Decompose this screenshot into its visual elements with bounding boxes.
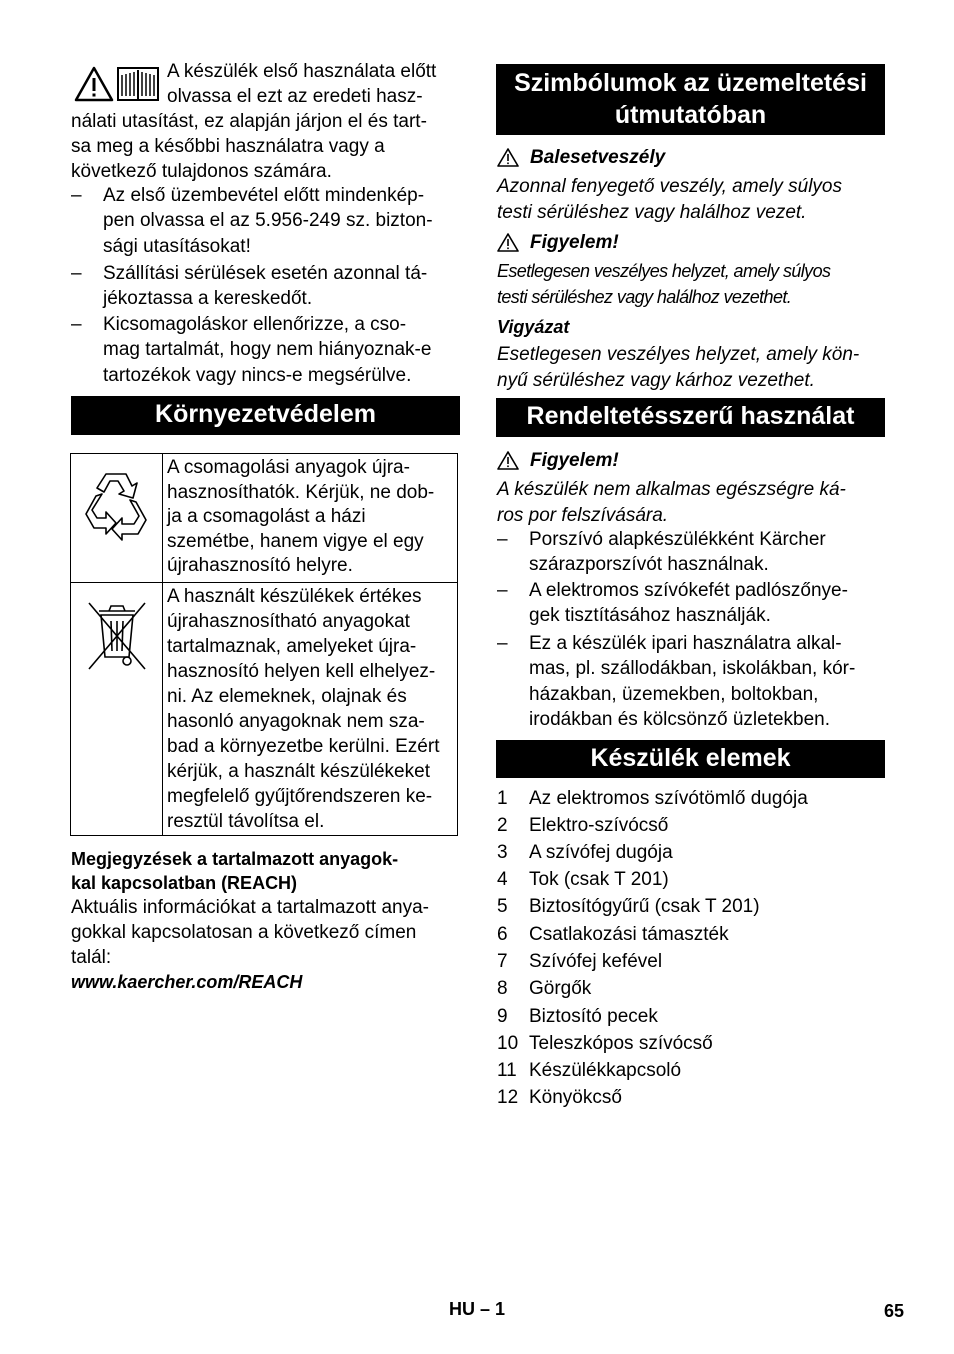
list-item: 6 Csatlakozási támaszték [497,924,729,945]
recycle-icon [71,454,162,551]
crossed-bin-icon [71,583,162,678]
list-item: 11 Készülékkapcsoló [497,1060,682,1081]
reach-body: Aktuális információkat a tartalmazott anya- gokkal kapcsolatosan a következő címen talál: [71,897,429,968]
table-row [71,583,458,836]
env-text-line: resztül távolítsa el. [167,811,325,832]
reach-link[interactable]: www.kaercher.com/REACH [71,972,303,992]
parts-heading: Készülék elemek [496,740,885,778]
intended-use-bullet: – Porszívó alapkészülékként Kärcher szárazporszívót használnak. [497,529,826,576]
env-text-line: hasonló anyagoknak nem sza- [167,711,425,732]
page-number: 65 [884,1301,905,1321]
list-item: 10 Teleszkópos szívócső [497,1033,713,1054]
warning-title: Figyelem! [497,231,877,255]
env-text-line: A használt készülékek értékes [167,586,422,607]
warning-icon [497,233,519,252]
intro-line: sa meg a későbbi használatra vagy a [71,136,385,157]
warning-icon [497,148,519,167]
env-text-line: A csomagolási anyagok újra- [167,457,410,478]
manual-book-icon [116,66,160,107]
env-text-line: megfelelő gyűjtőrendszeren ke- [167,786,433,807]
intended-use-warning-text: A készülék nem alkalmas egészségre ká- ros por felszívására. [497,479,846,526]
intro-line: nálati utasítást, ez alapján járjon el és tart- [71,111,427,132]
list-item: 12 Könyökcső [497,1087,622,1108]
list-item: 5 Biztosítógyűrű (csak T 201) [497,896,760,917]
env-text-line: ni. Az elemeknek, olajnak és [167,686,407,707]
intro-line: A készülék első használata előtt [167,61,437,82]
warning-icon [497,451,519,470]
env-text-line: szemétbe, hanem vigye el egy [167,530,424,552]
intended-use-bullet: – A elektromos szívókefét padlószőnye- gek tisztításához használják. [497,580,848,627]
env-text-line: hasznosíthatók. Kérjük, ne dob- [167,481,435,503]
list-item: 1 Az elektromos szívótömlő dugója [497,788,808,809]
intended-use-bullet: – Ez a készülék ipari használatra alkal- mas, pl. szállodákban, iskolákban, kór- házakban, üzemekben, boltokban, irodákban és kölcsönző üzletekben. [497,633,856,731]
caution-title: Vigyázat [497,317,570,337]
intro-line: következő tulajdonos számára. [71,161,332,182]
list-item: 4 Tok (csak T 201) [497,869,669,890]
intro-line: olvassa el ezt az eredeti hasz- [167,86,423,107]
warning-text: Esetlegesen veszélyes helyzet, amely súlyos testi sérüléshez vagy halálhoz vezethet. [497,261,831,307]
footer-section-label: HU – 1 [449,1299,506,1319]
list-item: 7 Szívófej kefével [497,951,663,972]
env-text-line: tartalmaznak, amelyeket újra- [167,636,417,657]
intended-use-warning-title: Figyelem! [497,449,877,473]
intro-bullet: – Az első üzembevétel előtt mindenkép- pen olvassa el az 5.956-249 sz. bizton- sági utasításokat! [71,185,433,257]
symbols-heading: Szimbólumok az üzemeltetési útmutatóban [496,64,885,135]
list-item: 8 Görgők [497,978,592,999]
list-item: 3 A szívófej dugója [497,842,673,863]
env-text-line: újrahasznosítható anyagokat [167,611,410,632]
list-item: 2 Elektro-szívócső [497,815,669,836]
env-text-line: ja a csomagolást a házi [167,506,366,528]
caution-text: Esetlegesen veszélyes helyzet, amely kön- nyű sérüléshez vagy kárhoz vezethet. [497,344,860,391]
env-text-line: kérjük, a használt készülékeket [167,761,430,782]
list-item: 9 Biztosító pecek [497,1006,658,1027]
env-text-line: bad a környezetbe kerülni. Ezért [167,736,440,757]
intro-bullet: – Kicsomagoláskor ellenőrizze, a cso- mag tartalmát, hogy nem hiányoznak-e tartozékok vagy nincs-e megsérülve. [71,314,432,386]
danger-text: Azonnal fenyegető veszély, amely súlyos testi sérüléshez vagy halálhoz vezet. [497,176,842,223]
table-row [71,454,458,583]
env-text-line: újrahasznosító helyre. [167,555,353,577]
danger-title: Balesetveszély [497,146,877,170]
env-text-line: hasznosító helyen kell elhelyez- [167,661,436,682]
intro-bullet: – Szállítási sérülések esetén azonnal tá- jékoztassa a kereskedőt. [71,263,428,310]
reach-heading: Megjegyzések a tartalmazott anyagok- kal kapcsolatban (REACH) [71,849,399,893]
environment-table [70,453,458,836]
environment-heading: Környezetvédelem [71,396,460,435]
warning-icon [74,66,114,107]
intended-use-heading: Rendeltetésszerű használat [496,398,885,437]
